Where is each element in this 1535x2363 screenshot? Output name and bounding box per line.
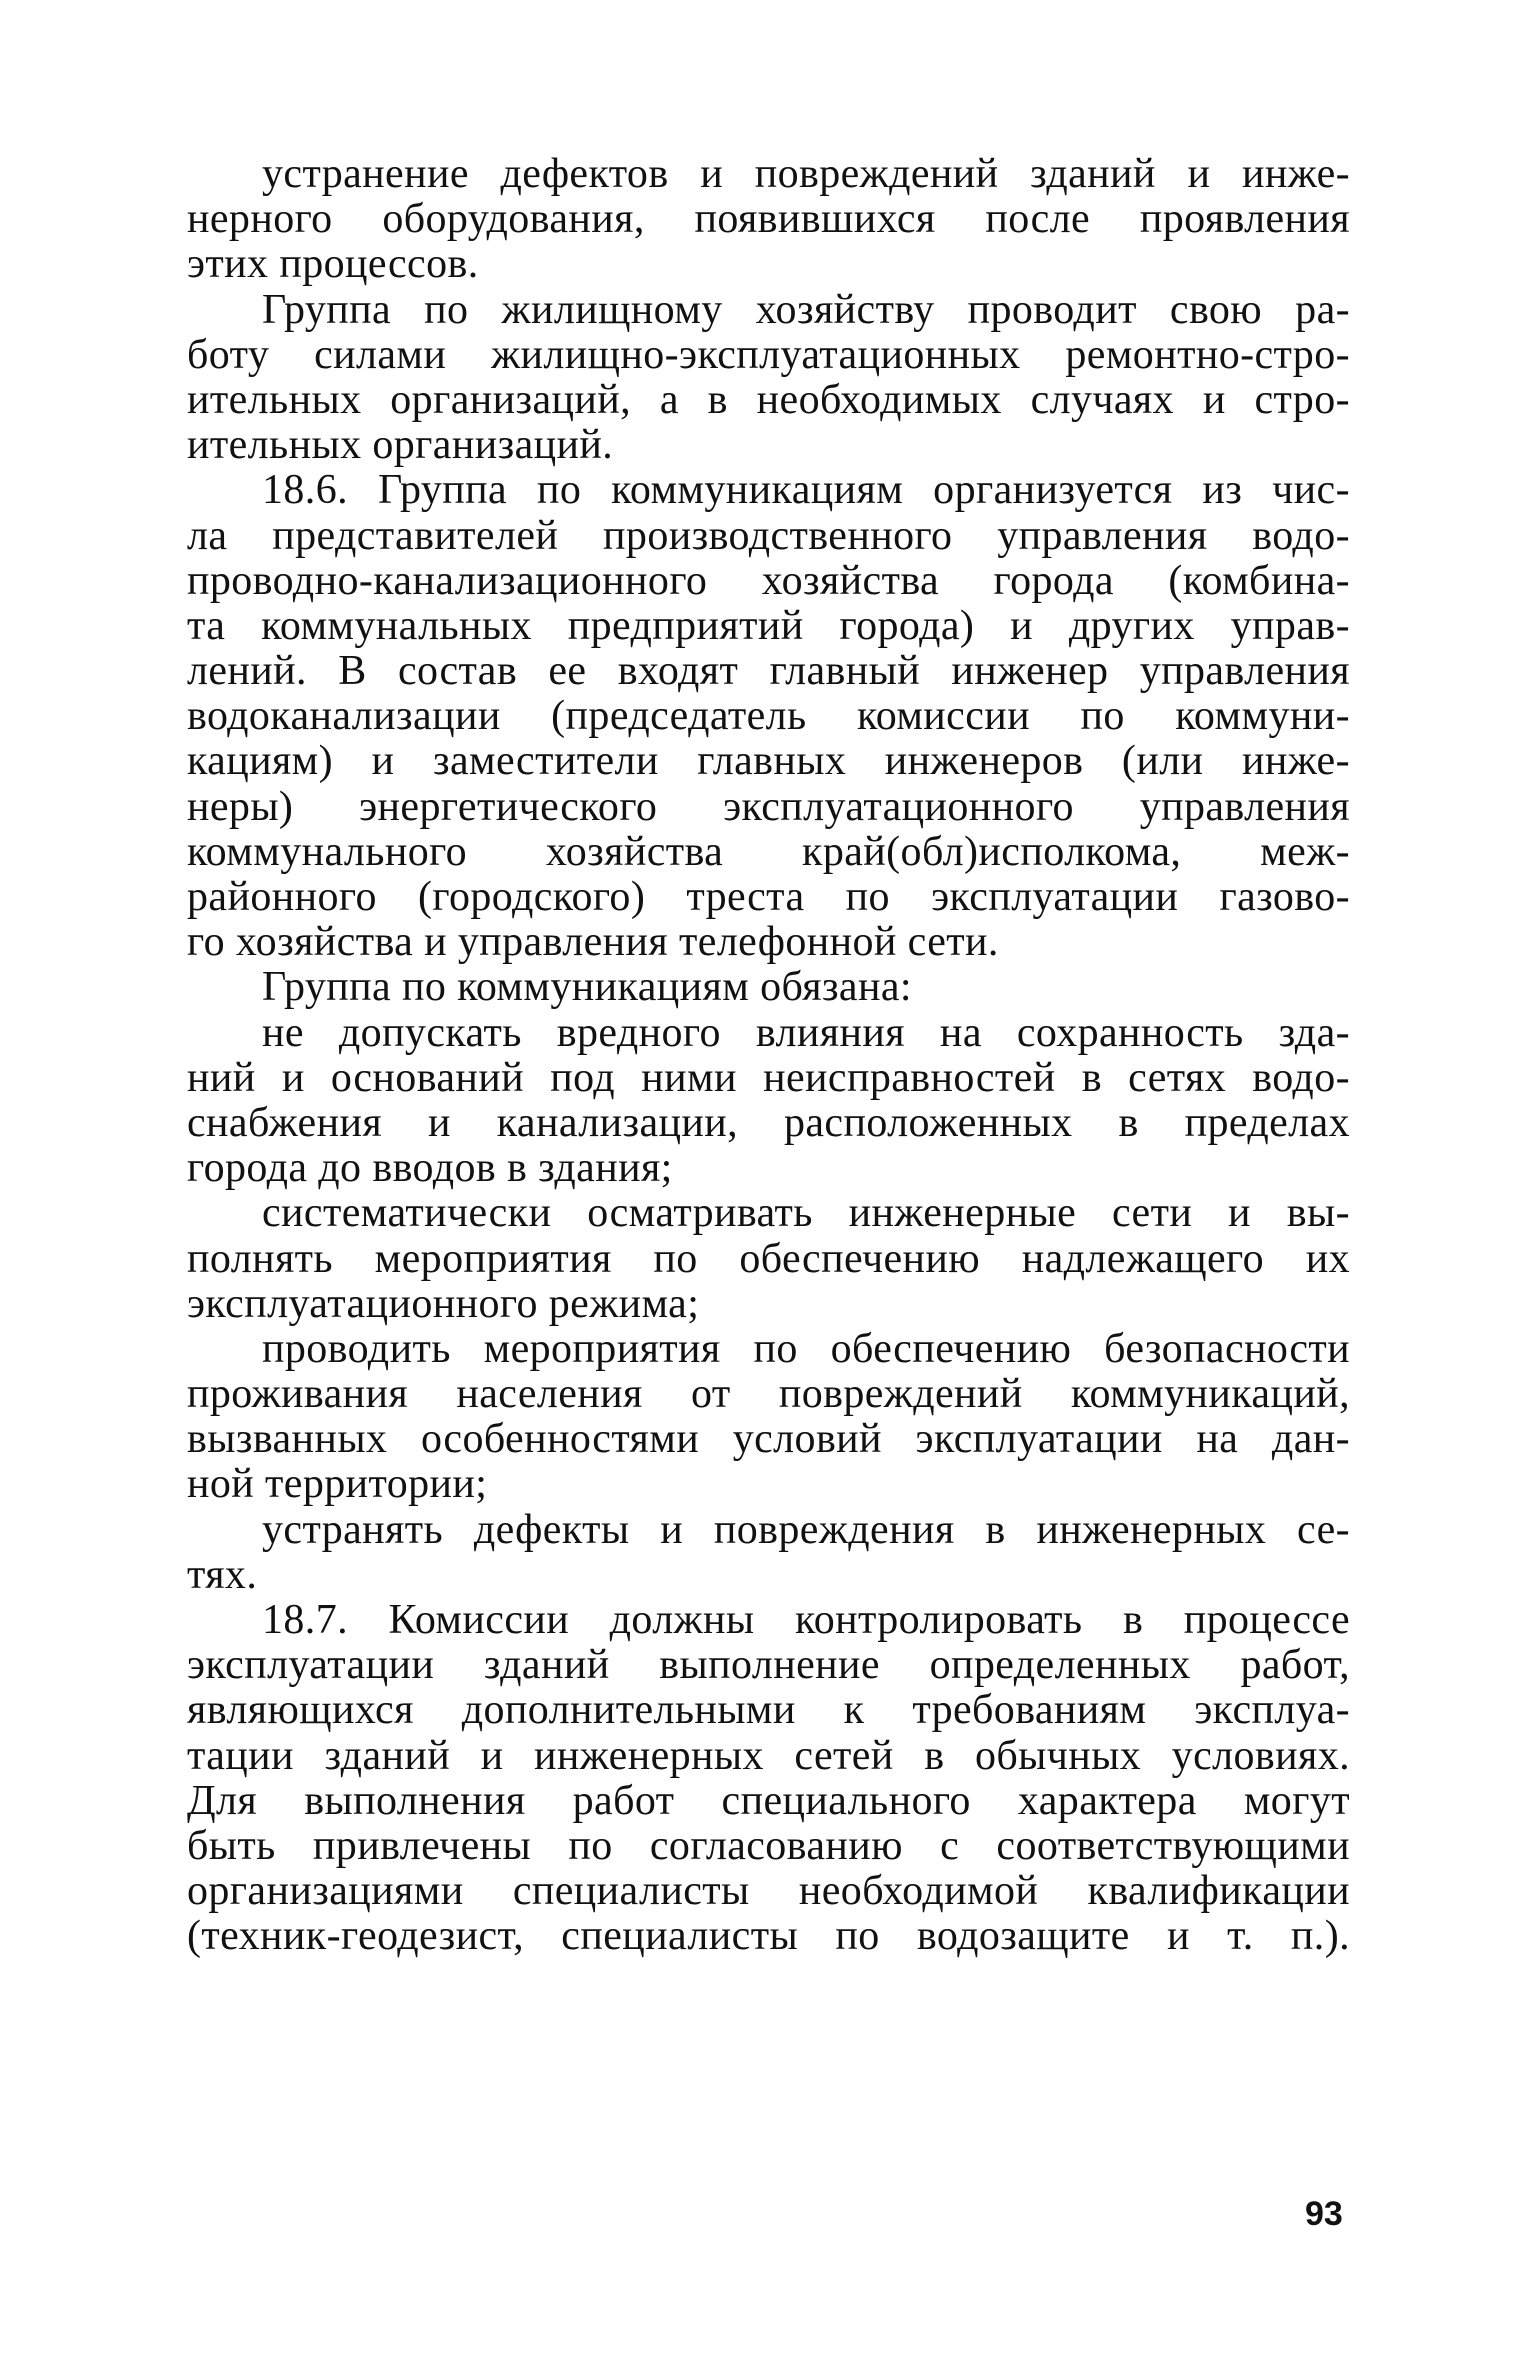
text-line: города до вводов в здания; — [187, 1145, 673, 1192]
text-line: районного (городского) треста по эксплуатации газово- — [187, 874, 1350, 920]
text-line: (техник-геодезист, специалисты по водозащите и т. п.). — [187, 1913, 1350, 1960]
text-line: 18.6. Группа по коммуникациям организуется из чис- — [262, 467, 1350, 514]
text-line: го хозяйства и управления телефонной сети. — [187, 919, 999, 966]
text-line: тации зданий и инженерных сетей в обычных условиях. — [187, 1732, 1350, 1779]
text-line: эксплуатационного режима; — [187, 1280, 700, 1327]
text-line: ний и оснований под ними неисправностей в сетях водо- — [187, 1054, 1350, 1101]
text-line: не допускать вредного влияния на сохранность зда- — [262, 1009, 1350, 1056]
text-line: организациями специалисты необходимой квалификации — [187, 1868, 1350, 1915]
body-text — [187, 152, 1350, 1960]
text-line: проводно-канализационного хозяйства города (комбина- — [187, 557, 1350, 604]
text-line: являющихся дополнительными к требованиям эксплуа- — [187, 1687, 1350, 1734]
paragraph — [187, 468, 1350, 965]
text-line: лений. В состав ее входят главный инженер управления — [187, 648, 1350, 695]
text-line: коммунального хозяйства край(обл)исполкома, меж- — [187, 828, 1350, 875]
text-line: Группа по коммуникациям обязана: — [262, 964, 912, 1011]
text-line: проживания населения от повреждений коммуникаций, — [187, 1371, 1350, 1418]
paragraph — [187, 1191, 1350, 1327]
text-line: снабжения и канализации, расположенных в пределах — [187, 1099, 1350, 1146]
text-line: та коммунальных предприятий города) и других управ- — [187, 602, 1350, 649]
text-line: Группа по жилищному хозяйству проводит свою ра- — [262, 286, 1350, 333]
text-line: неры) энергетического эксплуатационного управления — [187, 783, 1350, 830]
paragraph — [187, 288, 1350, 469]
text-line: водоканализации (председатель комиссии по коммуни- — [187, 693, 1350, 740]
text-line: эксплуатации зданий выполнение определенных работ, — [187, 1642, 1350, 1689]
text-line: тях. — [187, 1551, 258, 1598]
text-line: этих процессов. — [187, 241, 479, 288]
text-line: ительных организаций, а в необходимых случаях и стро- — [187, 376, 1350, 423]
text-line: проводить мероприятия по обеспечению безопасности — [262, 1325, 1350, 1372]
paragraph — [187, 1598, 1350, 1960]
paragraph — [187, 1011, 1350, 1192]
text-line: 18.7. Комиссии должны контролировать в процессе — [262, 1597, 1350, 1643]
paragraph — [187, 152, 1350, 288]
text-line: ной территории; — [187, 1461, 488, 1508]
text-line: устранение дефектов и повреждений зданий и инже- — [262, 151, 1350, 197]
text-line: ла представителей производственного управления водо- — [187, 512, 1350, 559]
paragraph — [187, 965, 1350, 1010]
text-line: систематически осматривать инженерные сети и вы- — [262, 1190, 1350, 1237]
text-line: полнять мероприятия по обеспечению надлежащего их — [187, 1235, 1350, 1282]
text-line: кациям) и заместители главных инженеров (или инже- — [187, 738, 1350, 785]
paragraph — [187, 1327, 1350, 1508]
text-line: нерного оборудования, появившихся после проявления — [187, 196, 1350, 243]
text-line: устранять дефекты и повреждения в инженерных се- — [262, 1506, 1350, 1553]
text-line: ительных организаций. — [187, 422, 614, 469]
text-line: быть привлечены по согласованию с соответствующими — [187, 1822, 1350, 1869]
text-line: Для выполнения работ специального характера могут — [187, 1777, 1350, 1824]
text-line: вызванных особенностями условий эксплуатации на дан- — [187, 1416, 1350, 1463]
page-number: 93 — [1305, 2195, 1343, 2233]
paragraph — [187, 1508, 1350, 1598]
text-line: боту силами жилищно-эксплуатационных ремонтно-стро- — [187, 331, 1350, 378]
